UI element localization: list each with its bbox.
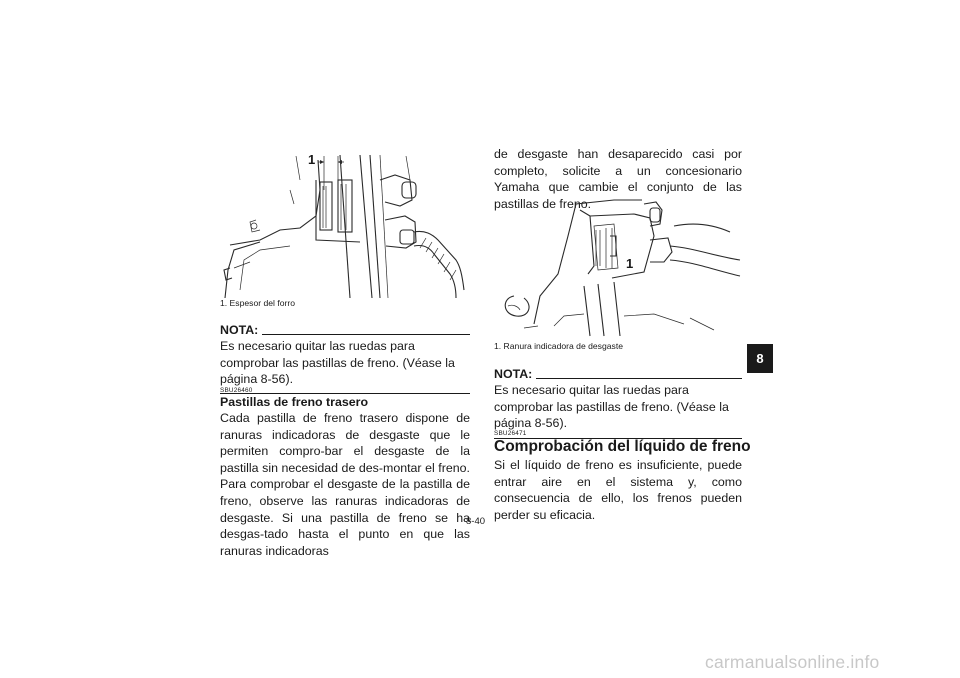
note-rule bbox=[262, 334, 470, 335]
note-box bbox=[494, 367, 742, 439]
note-rule bbox=[536, 378, 742, 379]
section-body: Cada pastilla de freno trasero dispone de ranuras indicadoras de desgaste que le permiten compro-bar el desgaste de la pastilla sin necesidad de des-montar el freno. Para comprobar el desgaste de la pastilla de freno, observe las ranuras indicadoras de desgaste. Si una pastilla de freno se ha desgas-tado hasta el punto en que las ranuras indicadoras bbox=[220, 411, 470, 558]
note-end-rule bbox=[220, 393, 470, 394]
figure-callout-number: 1 bbox=[626, 256, 634, 271]
section-code: SBU26471 bbox=[494, 430, 527, 437]
note-label: NOTA: bbox=[494, 367, 533, 381]
page-number: 8-40 bbox=[466, 516, 486, 527]
figure-callout-number: 1 bbox=[308, 152, 316, 167]
section-heading: Comprobación del líquido de freno bbox=[494, 438, 751, 455]
continued-body: de desgaste han desaparecido casi por completo, solicite a un concesionario Yamaha que cambie el conjunto de las pastillas de freno. bbox=[494, 147, 742, 211]
note-box bbox=[220, 323, 470, 394]
figure-caption: 1. Ranura indicadora de desgaste bbox=[494, 341, 623, 351]
figure-caption: 1. Espesor del forro bbox=[220, 298, 295, 308]
section-code: SBU26460 bbox=[220, 387, 253, 394]
chapter-tab: 8 bbox=[747, 344, 773, 373]
front-brake-pad-illustration bbox=[220, 150, 470, 300]
note-label: NOTA: bbox=[220, 323, 259, 337]
watermark-text: carmanualsonline.info bbox=[705, 652, 880, 672]
section-heading: Pastillas de freno trasero bbox=[220, 395, 369, 409]
section-body: Si el líquido de freno es insuficiente, puede entrar aire en el sistema y, como consecuencia de ello, los frenos pueden perder su eficacia. bbox=[494, 458, 742, 522]
note-text: Es necesario quitar las ruedas para comprobar las pastillas de freno. (Véase la página 8-56). bbox=[220, 339, 455, 387]
note-text: Es necesario quitar las ruedas para comprobar las pastillas de freno. (Véase la página 8-56). bbox=[494, 383, 729, 431]
rear-brake-caliper-illustration bbox=[494, 196, 744, 338]
